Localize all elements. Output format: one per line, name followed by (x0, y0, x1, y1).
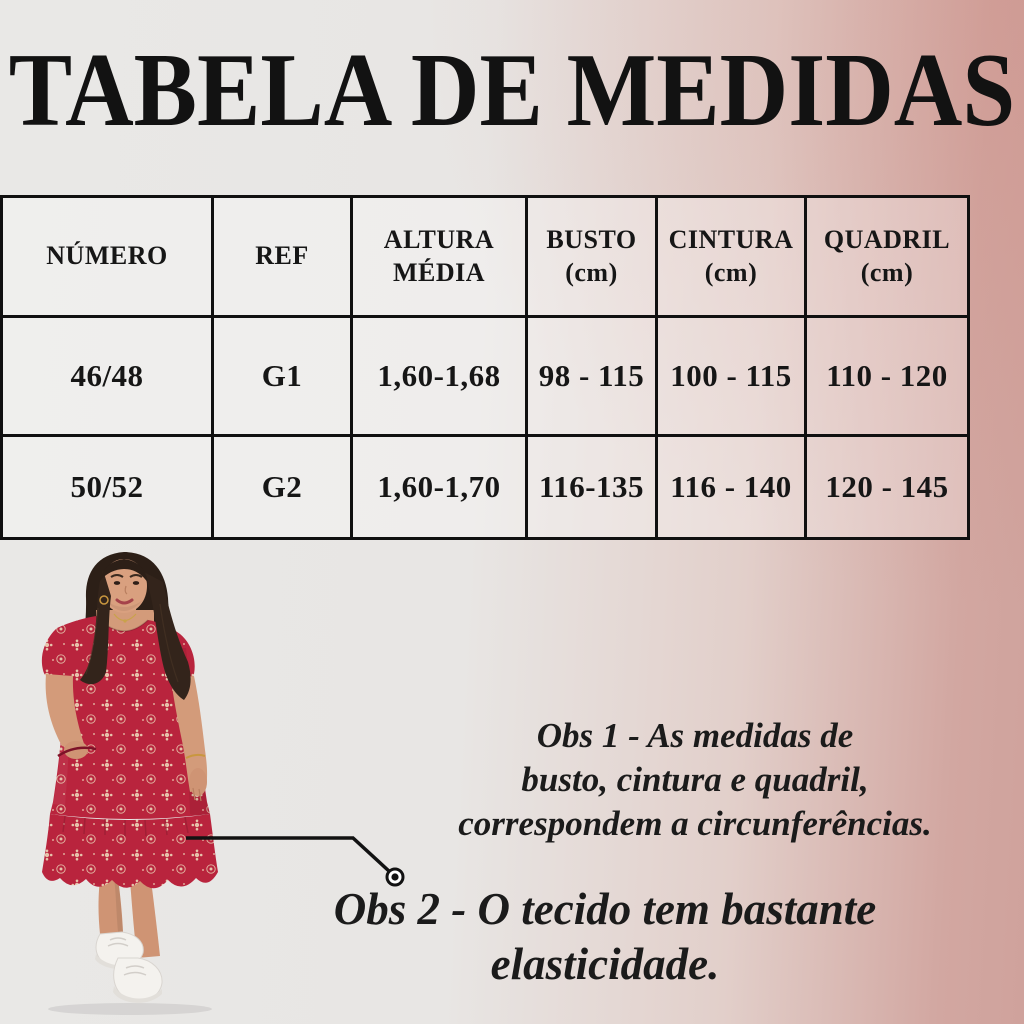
cell-altura: 1,60-1,70 (352, 436, 527, 539)
page-title: TABELA DE MEDIDAS (8, 31, 1016, 148)
hand-right (189, 768, 207, 796)
header-numero: NÚMERO (2, 197, 213, 317)
cell-ref: G1 (213, 317, 352, 436)
callout-line (186, 838, 390, 872)
cell-busto: 98 - 115 (527, 317, 657, 436)
cell-quadril: 120 - 145 (806, 436, 969, 539)
measurements-table (0, 195, 970, 540)
header-altura-media: ALTURA MÉDIA (352, 197, 527, 317)
header-busto: BUSTO (cm) (527, 197, 657, 317)
cell-numero: 50/52 (2, 436, 213, 539)
cell-cintura: 116 - 140 (657, 436, 806, 539)
cell-busto: 116-135 (527, 436, 657, 539)
cell-altura: 1,60-1,68 (352, 317, 527, 436)
note-obs2: Obs 2 - O tecido tem bastante elasticidade. (333, 884, 877, 989)
cell-quadril: 110 - 120 (806, 317, 969, 436)
floor-shadow (48, 1003, 212, 1015)
cell-ref: G2 (213, 436, 352, 539)
table-row (2, 317, 969, 436)
callout-pointer (180, 828, 410, 890)
cell-numero: 46/48 (2, 317, 213, 436)
note-obs1: Obs 1 - As medidas de busto, cintura e quadril, correspondem a circunferências. (458, 716, 932, 844)
table-row (2, 436, 969, 539)
table-header-row (2, 197, 969, 317)
cell-cintura: 100 - 115 (657, 317, 806, 436)
header-quadril: QUADRIL (cm) (806, 197, 969, 317)
header-ref: REF (213, 197, 352, 317)
header-cintura: CINTURA (cm) (657, 197, 806, 317)
